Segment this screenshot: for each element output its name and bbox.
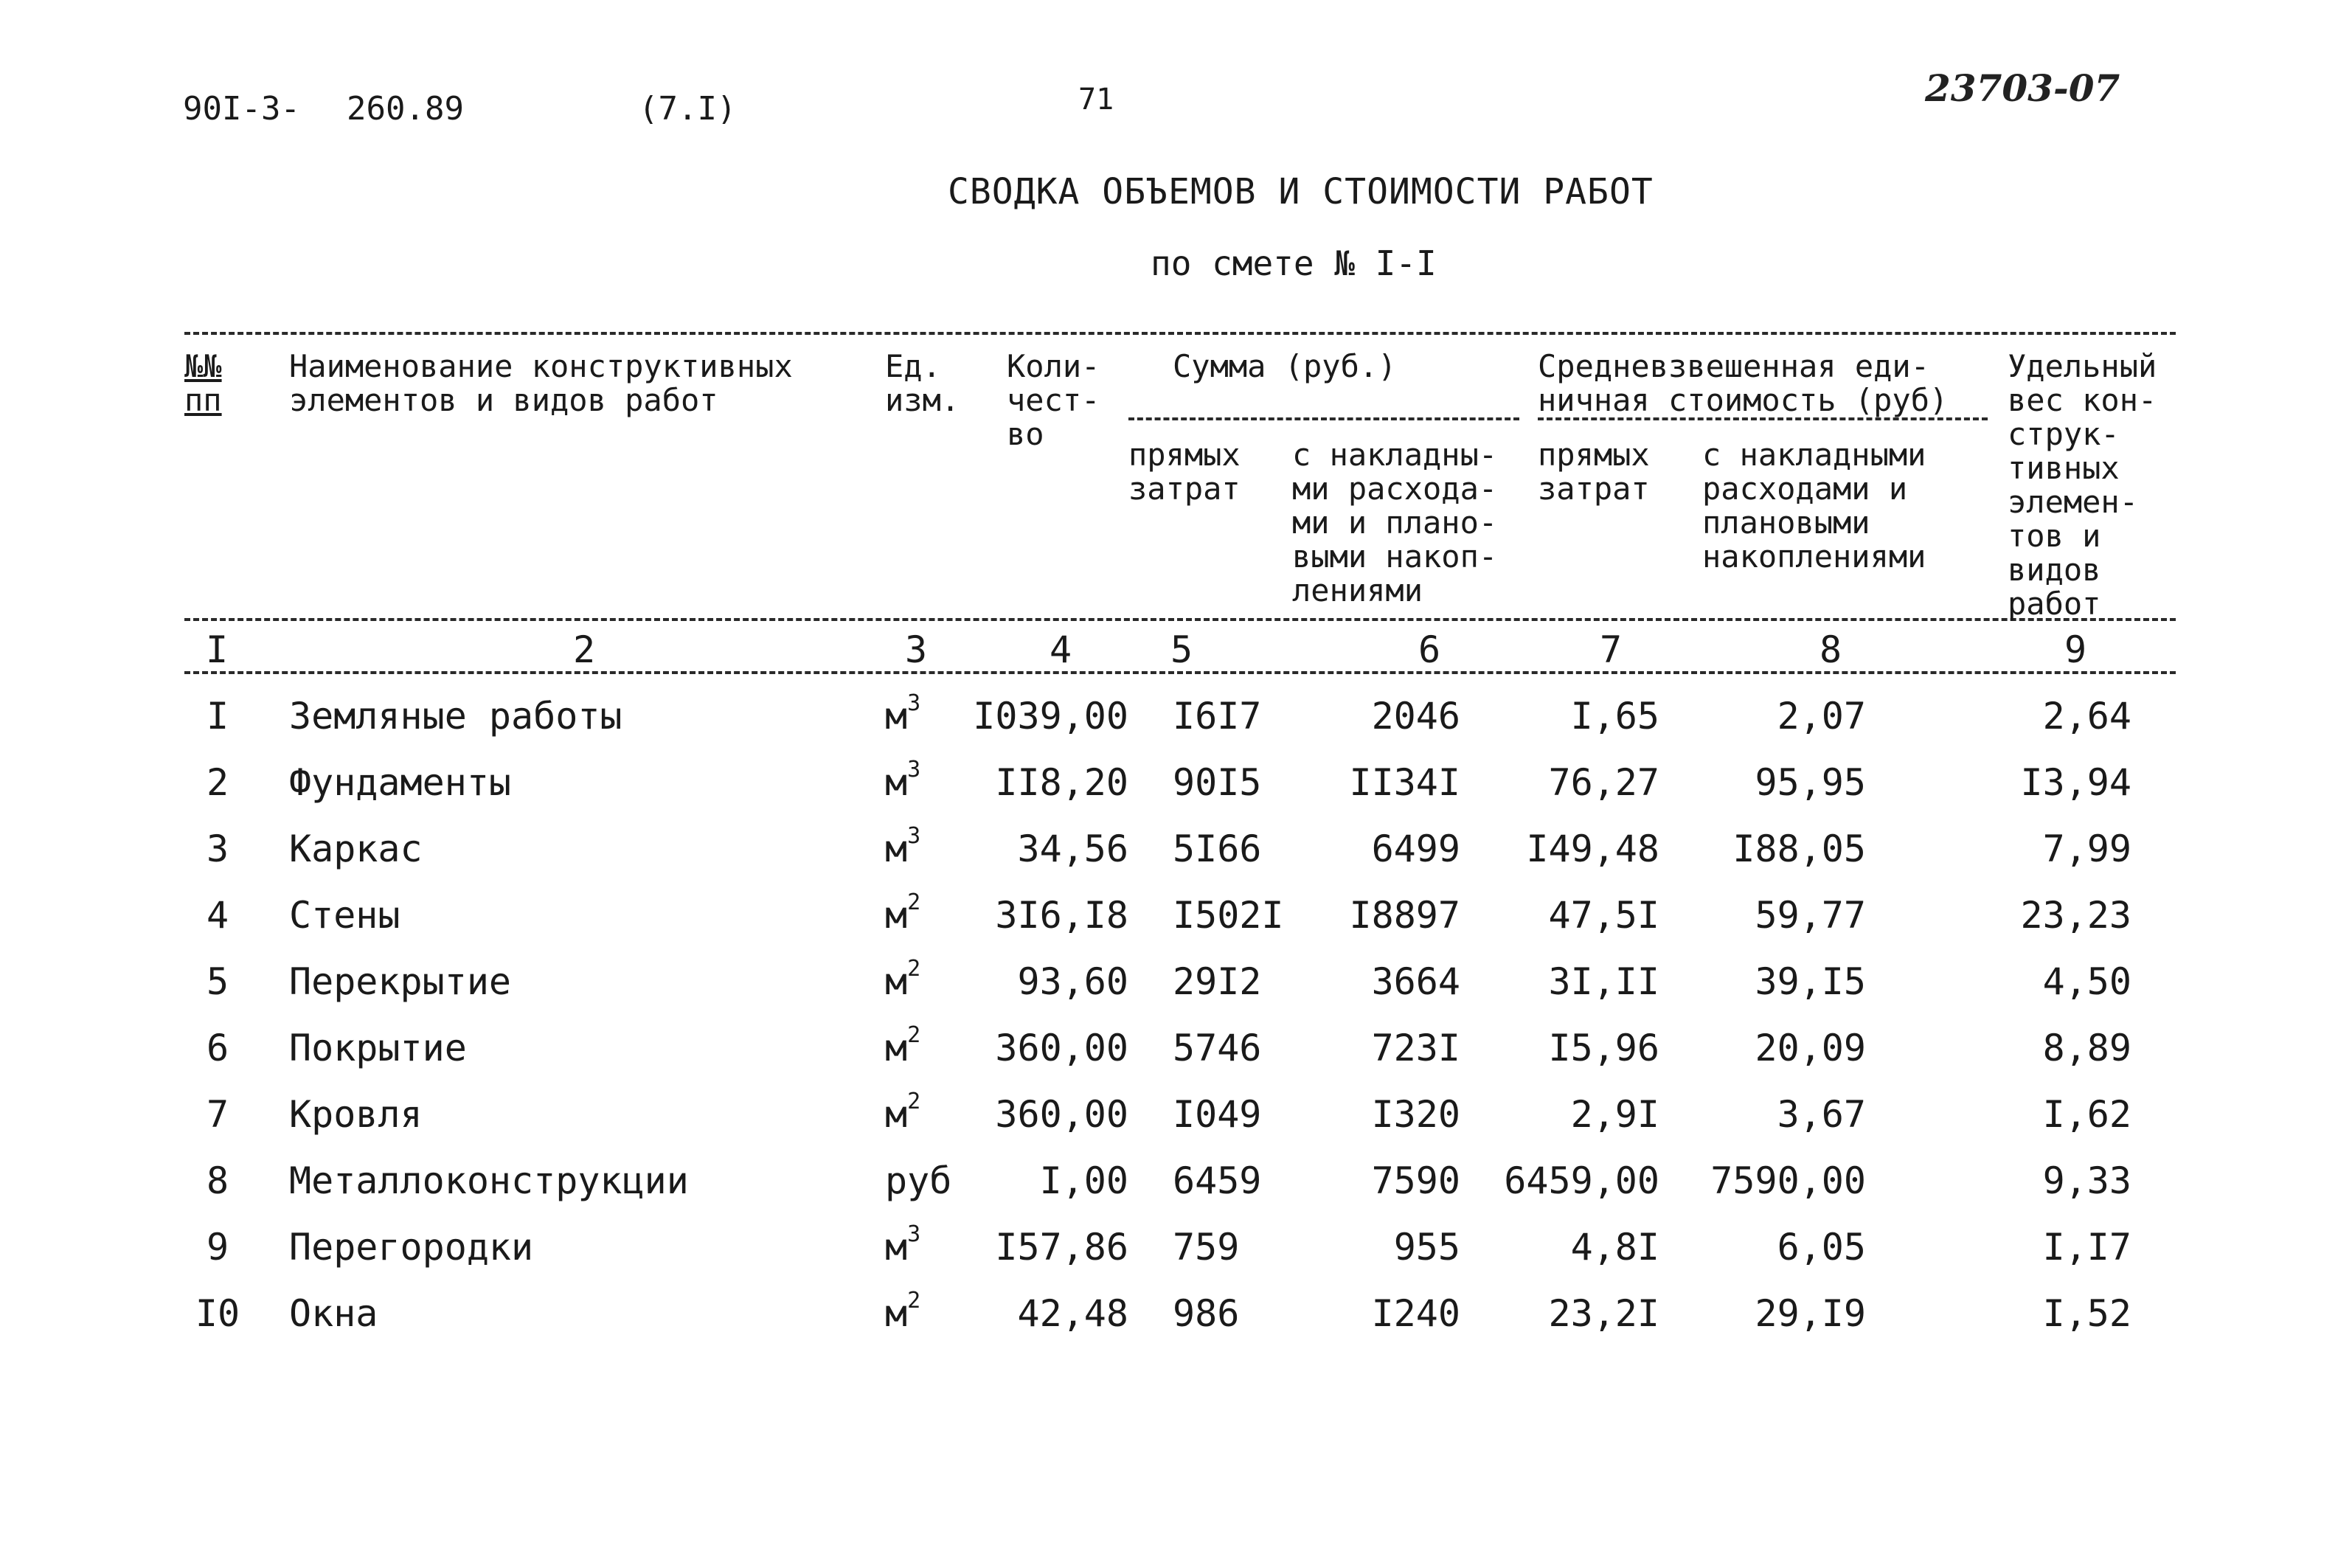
header-row-number: №№ пп <box>184 348 222 418</box>
cell-sum-overhead: 3664 <box>1371 960 1460 1003</box>
cell-unit-base: руб <box>885 1159 952 1202</box>
header-sum-overhead: с накладны- ми расхода- ми и плано- выми накоп- лениями <box>1292 437 1498 608</box>
column-number-8: 8 <box>1819 628 1842 671</box>
cell-share: I,62 <box>2042 1093 2131 1136</box>
cell-unit-exponent: 2 <box>907 1089 921 1114</box>
cell-unit <box>885 956 921 1003</box>
cell-name: Фундаменты <box>289 761 512 804</box>
cell-share: I3,94 <box>2020 761 2131 804</box>
cell-unit-exponent: 2 <box>907 956 921 982</box>
cell-row-number: 9 <box>206 1226 229 1269</box>
cell-share: 23,23 <box>2020 894 2131 937</box>
cell-share: I,I7 <box>2042 1226 2131 1269</box>
cell-share: I,52 <box>2042 1292 2131 1335</box>
section-number: (7.I) <box>639 90 737 128</box>
cell-unit <box>885 1159 951 1202</box>
column-number-5: 5 <box>1170 628 1193 671</box>
cell-row-number: 5 <box>206 960 229 1003</box>
cell-row-number: 8 <box>206 1159 229 1202</box>
cell-sum-direct: 5I66 <box>1173 828 1262 870</box>
cell-unit-exponent: 2 <box>907 1022 921 1048</box>
cell-avg-overhead: 3,67 <box>1777 1093 1866 1136</box>
document-code: 90I-3- <box>183 90 300 128</box>
cell-avg-direct: 47,5I <box>1548 894 1659 937</box>
cell-unit-base: м <box>885 1292 908 1335</box>
sum-group-rule <box>1128 417 1519 420</box>
cell-unit-base: м <box>885 695 908 738</box>
cell-unit <box>885 1221 921 1269</box>
inventory-number: 23703-07 <box>1925 66 2120 110</box>
page-title: СВОДКА ОБЪЕМОВ И СТОИМОСТИ РАБОТ <box>948 171 1654 212</box>
cell-share: 9,33 <box>2042 1159 2131 1202</box>
cell-unit-exponent: 2 <box>907 1288 921 1314</box>
header-sum-group: Сумма (руб.) <box>1173 348 1397 384</box>
cell-avg-overhead: 20,09 <box>1755 1027 1866 1069</box>
cell-sum-overhead: I8897 <box>1349 894 1460 937</box>
header-avg-direct: прямых затрат <box>1538 437 1650 507</box>
cell-unit-exponent: 2 <box>907 889 921 915</box>
cell-name: Окна <box>289 1292 378 1335</box>
cell-unit-base: м <box>885 761 908 804</box>
cell-quantity: I57,86 <box>995 1226 1128 1269</box>
cell-quantity: 34,56 <box>1017 828 1128 870</box>
cell-avg-overhead: 59,77 <box>1755 894 1866 937</box>
cell-avg-overhead: 7590,00 <box>1710 1159 1866 1202</box>
cell-unit <box>885 690 921 738</box>
cell-avg-direct: I49,48 <box>1526 828 1659 870</box>
cell-row-number: I0 <box>195 1292 240 1335</box>
page-number: 71 <box>1078 83 1114 117</box>
header-unit: Ед. изм. <box>885 348 960 418</box>
cell-avg-overhead: 6,05 <box>1777 1226 1866 1269</box>
cell-sum-direct: 986 <box>1173 1292 1240 1335</box>
cell-name: Каркас <box>289 828 423 870</box>
cell-unit <box>885 757 921 804</box>
cell-unit <box>885 1288 921 1335</box>
cell-sum-direct: I6I7 <box>1173 695 1262 738</box>
cell-sum-overhead: 2046 <box>1371 695 1460 738</box>
header-avg-overhead: с накладными расходами и плановыми накоплениями <box>1702 437 1926 575</box>
header-avg-group: Средневзвешенная еди- ничная стоимость (руб) <box>1538 348 1949 418</box>
cell-sum-overhead: I240 <box>1371 1292 1460 1335</box>
cell-unit-exponent: 3 <box>907 690 921 716</box>
cell-quantity: 93,60 <box>1017 960 1128 1003</box>
cell-quantity: I039,00 <box>973 695 1128 738</box>
cell-avg-overhead: 2,07 <box>1777 695 1866 738</box>
cell-unit <box>885 823 921 870</box>
cell-sum-direct: 29I2 <box>1173 960 1262 1003</box>
cell-name: Земляные работы <box>289 695 622 738</box>
cell-sum-direct: 90I5 <box>1173 761 1262 804</box>
cell-avg-overhead: I88,05 <box>1732 828 1866 870</box>
cell-avg-overhead: 29,I9 <box>1755 1292 1866 1335</box>
cell-share: 8,89 <box>2042 1027 2131 1069</box>
cell-avg-direct: I,65 <box>1570 695 1659 738</box>
cell-name: Кровля <box>289 1093 423 1136</box>
cell-quantity: 42,48 <box>1017 1292 1128 1335</box>
cell-name: Перегородки <box>289 1226 534 1269</box>
cell-sum-overhead: 723I <box>1371 1027 1460 1069</box>
document-number: 260.89 <box>347 90 464 128</box>
cell-quantity: I,00 <box>1039 1159 1128 1202</box>
cell-avg-direct: I5,96 <box>1548 1027 1659 1069</box>
cell-unit-exponent: 3 <box>907 757 921 783</box>
cell-name: Покрытие <box>289 1027 467 1069</box>
cell-avg-direct: 2,9I <box>1570 1093 1659 1136</box>
cell-name: Металлоконструкции <box>289 1159 689 1202</box>
cell-quantity: II8,20 <box>995 761 1128 804</box>
cell-quantity: 360,00 <box>995 1093 1128 1136</box>
header-name: Наименование конструктивных элементов и видов работ <box>289 348 793 418</box>
cell-avg-direct: 4,8I <box>1570 1226 1659 1269</box>
cell-quantity: 3I6,I8 <box>995 894 1128 937</box>
cell-unit <box>885 1089 921 1136</box>
column-number-7: 7 <box>1599 628 1623 671</box>
cell-sum-overhead: 6499 <box>1371 828 1460 870</box>
cell-row-number: 7 <box>206 1093 229 1136</box>
cell-row-number: 6 <box>206 1027 229 1069</box>
cell-unit-exponent: 3 <box>907 1221 921 1247</box>
cell-unit-base: м <box>885 960 908 1003</box>
column-number-3: 3 <box>904 628 928 671</box>
cell-avg-overhead: 95,95 <box>1755 761 1866 804</box>
cell-sum-overhead: II34I <box>1349 761 1460 804</box>
cell-avg-direct: 23,2I <box>1548 1292 1659 1335</box>
cell-unit <box>885 1022 921 1069</box>
cell-share: 4,50 <box>2042 960 2131 1003</box>
cell-unit-exponent: 3 <box>907 823 921 849</box>
column-number-9: 9 <box>2064 628 2087 671</box>
cell-sum-overhead: 955 <box>1393 1226 1460 1269</box>
cell-name: Перекрытие <box>289 960 512 1003</box>
cell-sum-direct: I502I <box>1173 894 1284 937</box>
cell-unit <box>885 889 921 937</box>
cell-unit-base: м <box>885 1027 908 1069</box>
column-number-6: 6 <box>1418 628 1441 671</box>
header-sum-direct: прямых затрат <box>1128 437 1241 507</box>
cell-name: Стены <box>289 894 400 937</box>
cell-unit-base: м <box>885 1093 908 1136</box>
cell-share: 7,99 <box>2042 828 2131 870</box>
header-share: Удельный вес кон- струк- тивных элемен- тов и видов работ <box>2008 348 2157 622</box>
cell-row-number: I <box>206 695 229 738</box>
cell-avg-direct: 3I,II <box>1548 960 1659 1003</box>
table-top-rule <box>184 332 2176 335</box>
page-subtitle: по смете № I-I <box>1151 243 1437 283</box>
column-number-2: 2 <box>572 628 596 671</box>
cell-row-number: 2 <box>206 761 229 804</box>
cell-avg-overhead: 39,I5 <box>1755 960 1866 1003</box>
header-quantity: Коли- чест- во <box>1007 348 1100 452</box>
cell-unit-base: м <box>885 1226 908 1269</box>
header-bottom-rule <box>184 618 2176 621</box>
cell-sum-overhead: 7590 <box>1371 1159 1460 1202</box>
cell-avg-direct: 76,27 <box>1548 761 1659 804</box>
column-number-4: 4 <box>1049 628 1072 671</box>
column-numbers-rule <box>184 671 2176 674</box>
cell-sum-direct: 5746 <box>1173 1027 1262 1069</box>
cell-sum-direct: 759 <box>1173 1226 1240 1269</box>
cell-unit-base: м <box>885 894 908 937</box>
cell-sum-overhead: I320 <box>1371 1093 1460 1136</box>
cell-avg-direct: 6459,00 <box>1504 1159 1659 1202</box>
cell-unit-base: м <box>885 828 908 870</box>
cell-sum-direct: 6459 <box>1173 1159 1262 1202</box>
column-number-1: I <box>205 628 229 671</box>
cell-sum-direct: I049 <box>1173 1093 1262 1136</box>
cell-quantity: 360,00 <box>995 1027 1128 1069</box>
cell-share: 2,64 <box>2042 695 2131 738</box>
cell-row-number: 3 <box>206 828 229 870</box>
cell-row-number: 4 <box>206 894 229 937</box>
